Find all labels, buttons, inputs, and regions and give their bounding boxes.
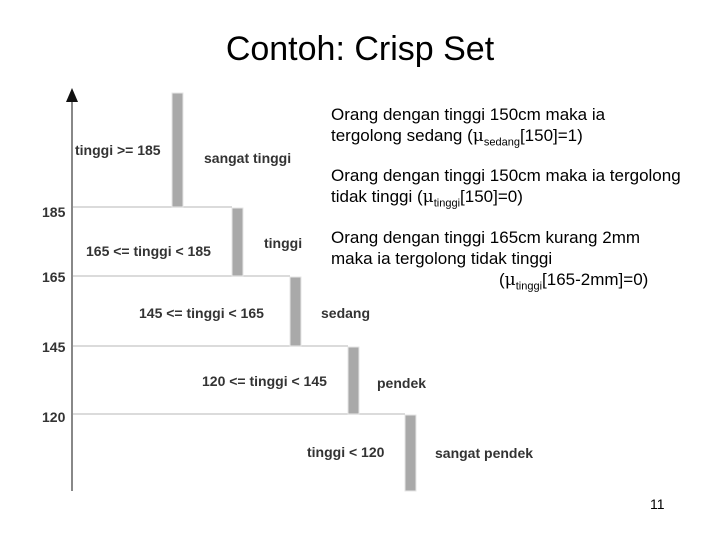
- note-2: [331, 165, 706, 214]
- level-bar-tinggi: [232, 208, 243, 276]
- note-1-value: [150]=1): [519, 126, 583, 145]
- note-1-line-1: Orang dengan tinggi 150cm maka ia: [331, 105, 606, 124]
- note-1-line-2: [331, 125, 706, 153]
- slide-title: Contoh: Crisp Set: [225, 30, 495, 68]
- condition-sangat-tinggi: tinggi >= 185: [75, 142, 161, 158]
- note-1-text: tergolong sedang (: [331, 126, 473, 145]
- note-3: [331, 227, 706, 297]
- level-bar-pendek: [348, 347, 359, 414]
- category-sangat-pendek: sangat pendek: [435, 445, 534, 461]
- level-bar-sangat-pendek: [405, 415, 416, 491]
- note-2-text: tidak tinggi (: [331, 187, 423, 207]
- note-3-line-1: Orang dengan tinggi 165cm kurang 2mm: [331, 227, 641, 247]
- note-2-value: [150]=0): [460, 187, 523, 207]
- membership-subscript: sedang: [483, 136, 520, 149]
- mu-symbol: μ: [472, 126, 484, 146]
- category-pendek: pendek: [377, 375, 427, 391]
- page-number: 11: [650, 496, 665, 512]
- category-sangat-tinggi: sangat tinggi: [204, 150, 292, 166]
- condition-tinggi: 165 <= tinggi < 185: [86, 243, 211, 259]
- condition-sedang: 145 <= tinggi < 165: [139, 305, 264, 321]
- category-sedang: sedang: [321, 305, 371, 321]
- membership-subscript: tinggi: [433, 197, 461, 210]
- note-2-line-1: Orang dengan tinggi 150cm maka ia tergolong: [331, 166, 681, 186]
- condition-pendek: 120 <= tinggi < 145: [202, 373, 327, 389]
- level-bar-sangat-tinggi: [172, 93, 183, 207]
- mu-symbol: μ: [504, 269, 516, 290]
- note-2-line-2: [331, 186, 706, 214]
- note-3-line-2: maka ia tergolong tidak tinggi: [331, 248, 553, 268]
- axis-tick-185: 185: [42, 204, 66, 220]
- axis-tick-120: 120: [42, 409, 66, 425]
- membership-subscript: tinggi: [515, 280, 543, 293]
- axis-tick-165: 165: [42, 269, 66, 285]
- height-axis-arrow-icon: [66, 88, 78, 102]
- note-3-value: [165-2mm]=0): [542, 269, 649, 289]
- category-tinggi: tinggi: [264, 235, 303, 251]
- condition-sangat-pendek: tinggi < 120: [307, 444, 385, 460]
- mu-symbol: μ: [422, 187, 434, 208]
- explanation-notes: [331, 104, 706, 309]
- axis-tick-145: 145: [42, 339, 66, 355]
- note-1: [331, 104, 706, 153]
- note-3-open: (: [499, 269, 505, 289]
- level-bar-sedang: [290, 277, 301, 346]
- note-3-line-3: [331, 269, 706, 297]
